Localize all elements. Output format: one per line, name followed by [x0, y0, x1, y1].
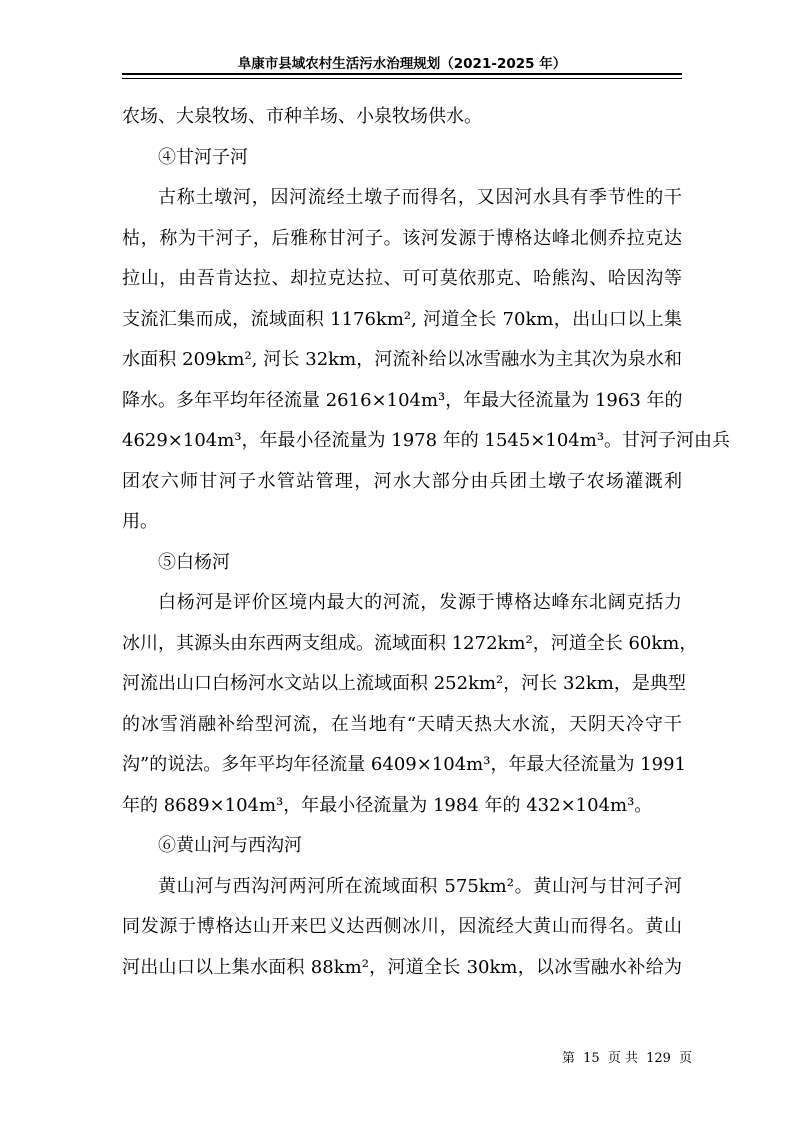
- page-footer: [560, 1047, 694, 1066]
- section-heading: ⑥黄山河与西沟河: [158, 835, 302, 856]
- text-line: 年的 8689×104m³，年最小径流量为 1984 年的 432×104m³。: [122, 794, 653, 816]
- text-line: 枯，称为干河子，后雅称甘河子。该河发源于博格达峰北侧乔拉克达: [122, 227, 682, 249]
- text-line: 河流出山口白杨河水文站以上流域面积 252km²，河长 32km，是典型: [122, 673, 686, 694]
- text-line: 同发源于博格达山开来巴义达西侧冰川，因流经大黄山而得名。黄山: [122, 916, 682, 937]
- footer-page-number: 15: [583, 1051, 600, 1066]
- text-line: 4629×104m³，年最小径流量为 1978 年的 1545×104m³。甘河子河由兵: [122, 430, 731, 451]
- text-line: 用。: [122, 511, 158, 532]
- text-line: 团农六师甘河子水管站管理，河水大部分由兵团土墩子农场灌溉利: [122, 470, 682, 492]
- footer-suffix: 页: [679, 1051, 693, 1066]
- text-line: 冰川，其源头由东西两支组成。流域面积 1272km²，河道全长 60km，: [122, 632, 698, 654]
- footer-prefix: 第: [562, 1051, 576, 1066]
- text-line: 的冰雪消融补给型河流，在当地有“天晴天热大水流，天阴天冷守干: [122, 713, 682, 735]
- text-line: 黄山河与西沟河两河所在流域面积 575km²。黄山河与甘河子河: [158, 875, 682, 897]
- footer-middle: 页 共: [607, 1051, 638, 1066]
- text-line: 农场、大泉牧场、市种羊场、小泉牧场供水。: [122, 106, 482, 127]
- text-line: 白杨河是评价区境内最大的河流，发源于博格达峰东北阔克括力: [158, 592, 682, 613]
- section-heading: ④甘河子河: [158, 146, 248, 168]
- text-line: 古称土墩河，因河流经土墩子而得名，又因河水具有季节性的干: [158, 187, 682, 208]
- header-rule-thick: [122, 73, 682, 75]
- text-line: 沟”的说法。多年平均年径流量 6409×104m³，年最大径流量为 1991: [122, 754, 686, 775]
- header-rule-thin: [122, 78, 682, 79]
- text-line: 降水。多年平均年径流量 2616×104m³，年最大径流量为 1963 年的: [122, 389, 683, 411]
- text-line: 拉山，由吾肯达拉、却拉克达拉、可可莫依那克、哈熊沟、哈因沟等: [122, 268, 682, 289]
- document-body: [122, 97, 731, 988]
- text-line: 支流汇集而成，流域面积 1176km², 河道全长 70km，出山口以上集: [122, 308, 682, 330]
- footer-total-pages: 129: [646, 1051, 671, 1066]
- text-line: 河出山口以上集水面积 88km²，河道全长 30km，以冰雪融水补给为: [122, 956, 682, 978]
- text-line: 水面积 209km², 河长 32km，河流补给以冰雪融水为主其次为泉水和: [122, 349, 682, 370]
- page-header-title: 阜康市县域农村生活污水治理规划（2021-2025 年）: [237, 56, 567, 72]
- section-heading: ⑤白杨河: [158, 551, 230, 573]
